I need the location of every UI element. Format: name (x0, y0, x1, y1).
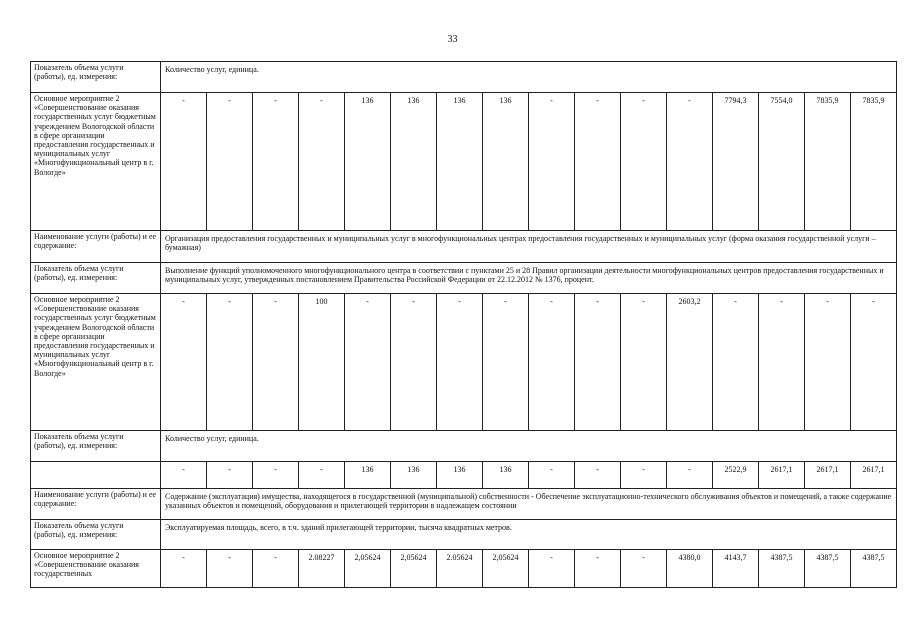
row-label: Основное мероприятие 2 «Совершенствование оказания государственных (31, 550, 161, 588)
value-cell: - (529, 294, 575, 431)
table-row (31, 294, 897, 431)
value-cell: - (253, 93, 299, 231)
value-cell: 7835,9 (805, 93, 851, 231)
value-cell: - (713, 294, 759, 431)
row-label (31, 462, 161, 489)
value-cell: 136 (483, 93, 529, 231)
value-cell: - (253, 294, 299, 431)
value-cell: 2617,1 (805, 462, 851, 489)
value-cell: - (207, 93, 253, 231)
value-cell: 2603,2 (667, 294, 713, 431)
value-cell: - (667, 462, 713, 489)
value-cell: - (345, 294, 391, 431)
value-cell: 4387,5 (805, 550, 851, 588)
value-cell: - (299, 93, 345, 231)
value-cell: 4387,5 (851, 550, 897, 588)
value-cell: - (667, 93, 713, 231)
table-row (31, 550, 897, 588)
table-row (31, 231, 897, 263)
value-cell: 136 (345, 462, 391, 489)
row-label: Наименование услуги (работы) и ее содержание: (31, 489, 161, 520)
value-cell: 4387,5 (759, 550, 805, 588)
value-cell: 136 (391, 462, 437, 489)
value-cell: - (299, 462, 345, 489)
page-number: 33 (447, 34, 458, 45)
value-cell: 7835,9 (851, 93, 897, 231)
value-cell: 2,05624 (345, 550, 391, 588)
value-cell: 136 (391, 93, 437, 231)
value-cell: 2,05624 (483, 550, 529, 588)
row-description: Количество услуг, единица. (161, 62, 897, 93)
value-cell: 136 (483, 462, 529, 489)
value-cell: - (621, 93, 667, 231)
value-cell: - (529, 550, 575, 588)
value-cell: - (161, 294, 207, 431)
row-label: Показатель объема услуги (работы), ед. измерения: (31, 520, 161, 550)
value-cell: - (161, 550, 207, 588)
value-cell: 2617,1 (851, 462, 897, 489)
value-cell: - (575, 550, 621, 588)
document-table (30, 61, 897, 588)
row-label: Показатель объема услуги (работы), ед. измерения: (31, 62, 161, 93)
value-cell: 136 (437, 93, 483, 231)
value-cell: 2.05624 (437, 550, 483, 588)
row-description: Выполнение функций уполномоченного многофункционального центра в соответствии с пунктами 25 и 28 Правил организации деятельности многофункциональных центров предоставления государственных и муниципальных услуг, утвержденных постановлением Правительства Российской Федерации от 22.12.2012 № 1376, процент. (161, 263, 897, 294)
table-row (31, 489, 897, 520)
value-cell: - (759, 294, 805, 431)
row-description: Содержание (эксплуатация) имущества, находящегося в государственной (муниципальной) собственности - Обеспечение эксплуатационно-технического обслуживания объектов и помещений, а также содержание указанных объектов и помещений, оборудования и прилегающей территории в надлежащем состоянии (161, 489, 897, 520)
value-cell: 4143,7 (713, 550, 759, 588)
value-cell: 100 (299, 294, 345, 431)
table-row (31, 263, 897, 294)
value-cell: - (621, 550, 667, 588)
value-cell: - (207, 462, 253, 489)
row-label: Показатель объема услуги (работы), ед. измерения: (31, 263, 161, 294)
value-cell: - (161, 462, 207, 489)
value-cell: - (621, 294, 667, 431)
value-cell: - (575, 294, 621, 431)
row-description: Организация предоставления государственных и муниципальных услуг в многофункциональных центрах предоставления государственных и муниципальных услуг (форма оказания государственной услуги – бумажная) (161, 231, 897, 263)
value-cell: - (529, 93, 575, 231)
value-cell: 2.08227 (299, 550, 345, 588)
value-cell: - (253, 462, 299, 489)
table-row (31, 93, 897, 231)
row-label: Показатель объема услуги (работы), ед. измерения: (31, 431, 161, 462)
value-cell: - (483, 294, 529, 431)
row-description: Количество услуг, единица. (161, 431, 897, 462)
row-label: Наименование услуги (работы) и ее содержание: (31, 231, 161, 263)
value-cell: - (253, 550, 299, 588)
value-cell: 2522,9 (713, 462, 759, 489)
value-cell: - (575, 462, 621, 489)
value-cell: - (805, 294, 851, 431)
value-cell: 136 (437, 462, 483, 489)
row-label: Основное мероприятие 2 «Совершенствование оказания государственных услуг бюджетным учреждением Вологодской области в сфере организации предоставления государственных и муниципальных услуг «Многофункциональный центр в г. Вологде» (31, 294, 161, 431)
row-description: Эксплуатируемая площадь, всего, в т.ч. зданий прилегающей территории, тысяча квадратных метров. (161, 520, 897, 550)
value-cell: 2,05624 (391, 550, 437, 588)
value-cell: 136 (345, 93, 391, 231)
value-cell: - (161, 93, 207, 231)
table-row (31, 62, 897, 93)
value-cell: - (851, 294, 897, 431)
value-cell: - (207, 550, 253, 588)
row-label: Основное мероприятие 2 «Совершенствование оказания государственных услуг бюджетным учреждением Вологодской области в сфере организации предоставления государственных и муниципальных услуг «Многофункциональный центр в г. Вологде» (31, 93, 161, 231)
table-row (31, 520, 897, 550)
value-cell: - (207, 294, 253, 431)
value-cell: - (529, 462, 575, 489)
table-row (31, 431, 897, 462)
table-row (31, 462, 897, 489)
value-cell: 7794,3 (713, 93, 759, 231)
value-cell: 4380,0 (667, 550, 713, 588)
value-cell: 7554,0 (759, 93, 805, 231)
value-cell: - (621, 462, 667, 489)
value-cell: - (391, 294, 437, 431)
value-cell: 2617,1 (759, 462, 805, 489)
value-cell: - (575, 93, 621, 231)
value-cell: - (437, 294, 483, 431)
